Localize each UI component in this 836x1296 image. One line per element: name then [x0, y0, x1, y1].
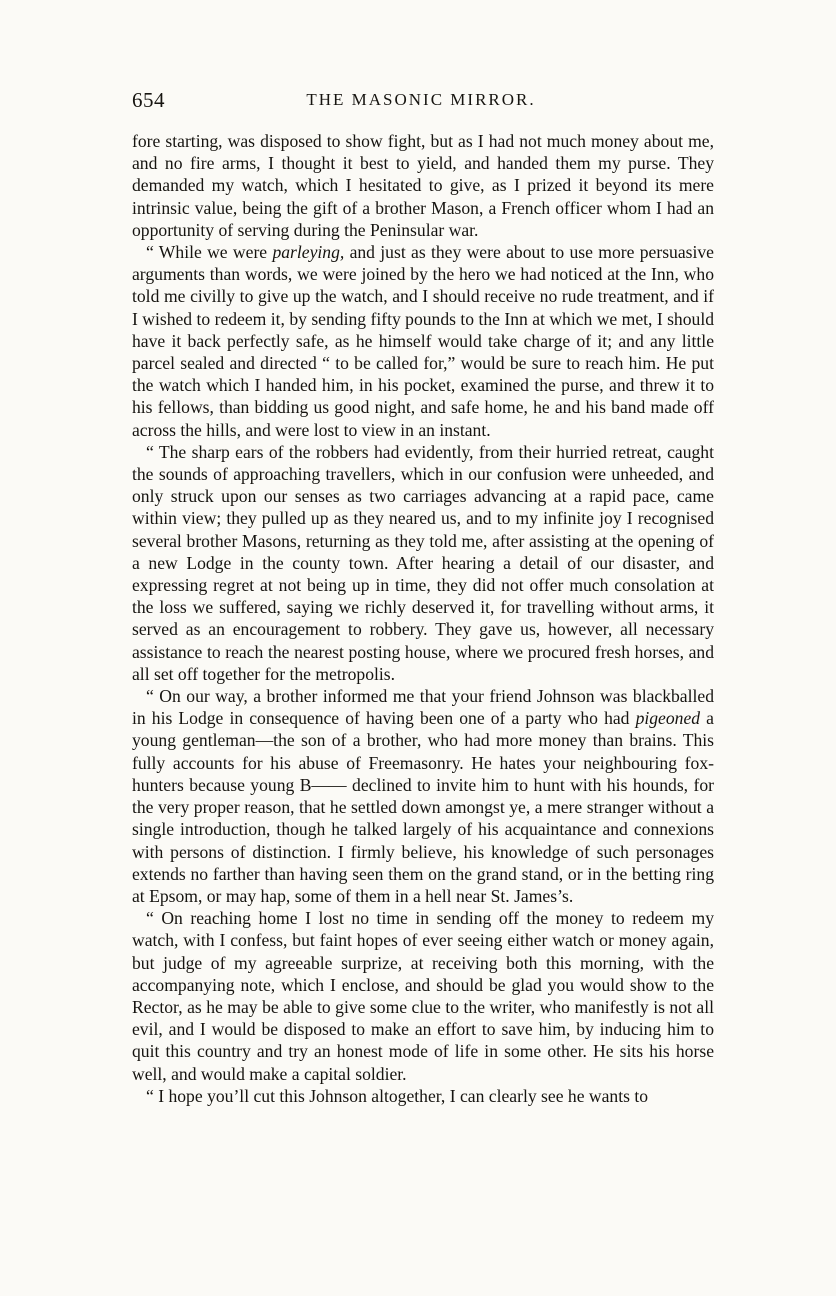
text-segment: a young gentleman—the son of a brother, who had more money than brains. This fully accounts for his abuse of Freemasonry. He hates your neighbouring fox-hunters because young B—— declined to invite him to hunt with his hounds, for the very proper reason, that he settled down amongst ye, a mere stranger without a single introduction, though he talked largely of his acquaintance and connexions with persons of distinction. I firmly believe, his knowledge of such personages extends no farther than having seen them on the grand stand, or in the betting ring at Epsom, or may hap, some of them in a hell near St. James’s.: [132, 708, 714, 906]
paragraph: [132, 130, 714, 241]
paragraph: [132, 685, 714, 907]
text-segment: fore starting, was disposed to show fight, but as I had not much money about me, and no fire arms, I thought it best to yield, and handed them my purse. They demanded my watch, which I hesitated to give, as I prized it beyond its mere intrinsic value, being the gift of a brother Mason, a French officer whom I had an opportunity of serving during the Peninsular war.: [132, 131, 714, 240]
page-header: [132, 88, 710, 114]
paragraph: [132, 241, 714, 441]
text-segment: and just as they were about to use more persuasive arguments than words, we were joined by the hero we had noticed at the Inn, who told me civilly to give up the watch, and I should receive no rude treatment, and if I wished to redeem it, by sending fifty pounds to the Inn at which we met, I should have it back perfectly safe, as he himself would take charge of it; and any little parcel sealed and directed “ to be called for,” would be sure to reach him. He put the watch which I handed him, in his pocket, examined the purse, and threw it to his fellows, than bidding us good night, and safe home, he and his band made off across the hills, and were lost to view in an instant.: [132, 242, 714, 440]
running-head: THE MASONIC MIRROR.: [306, 90, 536, 109]
italic-word: pigeoned: [635, 708, 701, 729]
paragraph: [132, 1085, 714, 1107]
page-number: 654: [132, 88, 165, 112]
italic-word: parleying,: [272, 242, 345, 263]
paragraph: [132, 441, 714, 685]
text-segment: “ On our way, a brother informed me that your friend Johnson was blackballed in his Lodge in consequence of having been one of a party who had: [132, 686, 714, 729]
text-segment: “ I hope you’ll cut this Johnson altogether, I can clearly see he wants to: [146, 1085, 649, 1106]
paragraph: [132, 907, 714, 1085]
text-segment: “ On reaching home I lost no time in sending off the money to redeem my watch, with I confess, but faint hopes of ever seeing either watch or money again, but judge of my agreeable surprize, at receiving both this morning, with the accompanying note, which I enclose, and should be glad you would show to the Rector, as he may be able to give some clue to the writer, who manifestly is not all evil, and I would be disposed to make an effort to save him, by inducing him to quit this country and try an honest mode of life in some other. He sits his horse well, and would make a capital soldier.: [132, 908, 714, 1084]
text-segment: “ While we were: [146, 242, 273, 263]
body-text: [132, 130, 714, 1107]
text-segment: “ The sharp ears of the robbers had evidently, from their hurried retreat, caught the sounds of approaching travellers, which in our confusion were unheeded, and only struck upon our senses as two carriages advancing at a rapid pace, came within view; they pulled up as they neared us, and to my infinite joy I recognised several brother Masons, returning as they told me, after assisting at the opening of a new Lodge in the county town. After hearing a detail of our disaster, and expressing regret at not being up in time, they did not offer much consolation at the loss we suffered, saying we richly deserved it, for travelling without arms, it served as an encouragement to robbery. They gave us, however, all necessary assistance to reach the nearest posting house, where we procured fresh horses, and all set off together for the metropolis.: [132, 441, 714, 684]
